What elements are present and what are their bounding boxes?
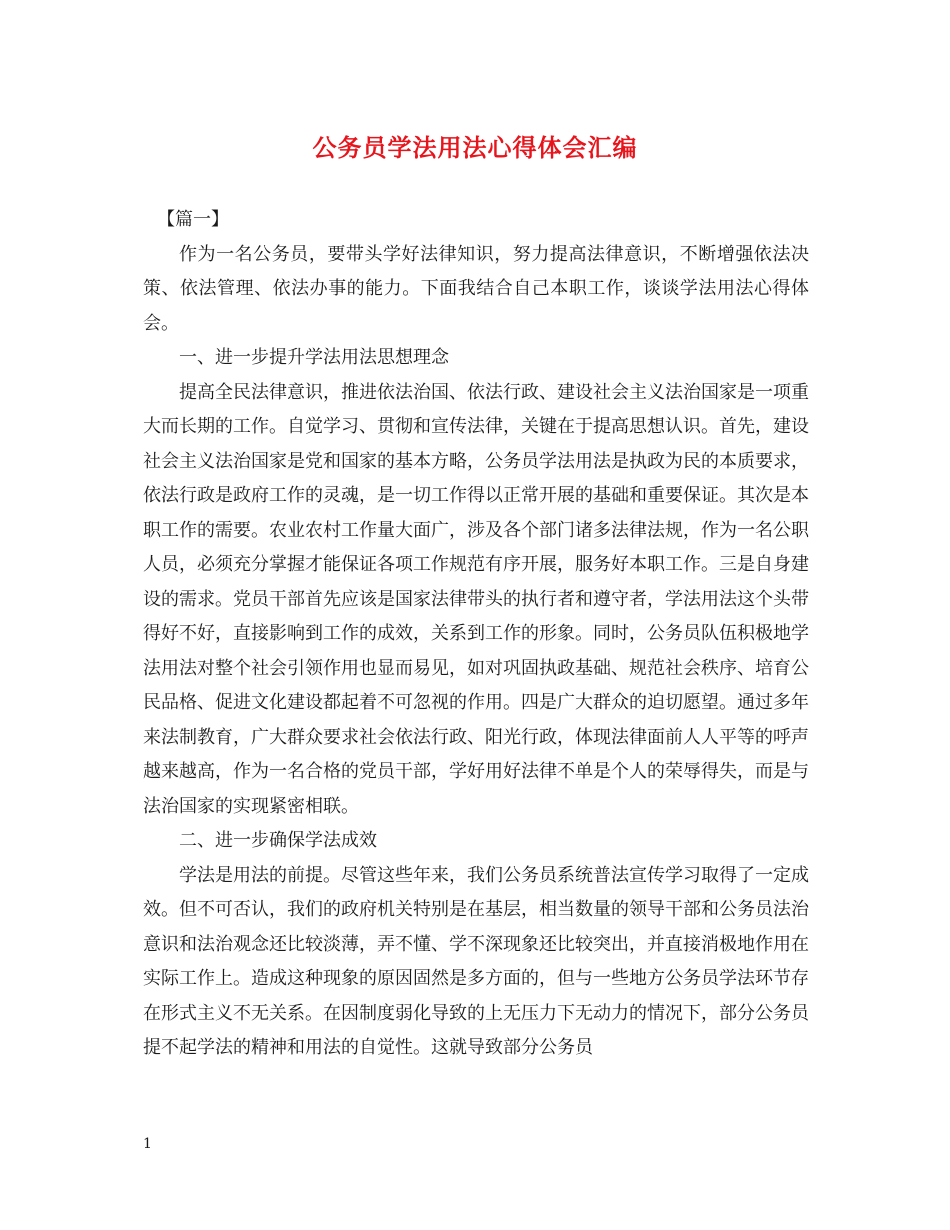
paragraph: 提高全民法律意识，推进依法治国、依法行政、建设社会主义法治国家是一项重大而长期的工作。自觉学习、贯彻和宣传法律，关键在于提高思想认识。首先，建设社会主义法治国家是党和国家的基本方略，公务员学法用法是执政为民的本质要求，依法行政是政府工作的灵魂，是一切工作得以正常开展的基础和重要保证。其次是本职工作的需要。农业农村工作量大面广，涉及各个部门诸多法律法规，作为一名公职人员，必须充分掌握才能保证各项工作规范有序开展，服务好本职工作。三是自身建设的需求。党员干部首先应该是国家法律带头的执行者和遵守者，学法用法这个头带得好不好，直接影响到工作的成效，关系到工作的形象。同时，公务员队伍积极地学法用法对整个社会引领作用也显而易见，如对巩固执政基础、规范社会秩序、培育公民品格、促进文化建设都起着不可忽视的作用。四是广大群众的迫切愿望。通过多年来法制教育，广大群众要求社会依法行政、阳光行政，体现法律面前人人平等的呼声越来越高，作为一名合格的党员干部，学好用好法律不单是个人的荣辱得失，而是与法治国家的实现紧密相联。 [143, 381, 809, 817]
paragraph: 学法是用法的前提。尽管这些年来，我们公务员系统普法宣传学习取得了一定成效。但不可否认，我们的政府机关特别是在基层，相当数量的领导干部和公务员法治意识和法治观念还比较淡薄，弄不懂、学不深现象还比较突出，并直接消极地作用在实际工作上。造成这种现象的原因固然是多方面的，但与一些地方公务员学法环节存在形式主义不无关系。在因制度弱化导致的上无压力下无动力的情况下，部分公务员提不起学法的精神和用法的自觉性。这就导致部分公务员 [143, 864, 809, 1058]
section-label: 【篇一】 [157, 209, 229, 230]
page-number: 1 [143, 1136, 152, 1152]
document-title: 公务员学法用法心得体会汇编 [312, 133, 638, 162]
paragraph: 作为一名公务员，要带头学好法律知识，努力提高法律意识，不断增强依法决策、依法管理、依法办事的能力。下面我结合自己本职工作，谈谈学法用法心得体会。 [143, 243, 809, 334]
section-heading: 一、进一步提升学法用法思想理念 [179, 347, 449, 368]
document-body [143, 203, 809, 1066]
section-heading: 二、进一步确保学法成效 [179, 830, 377, 851]
